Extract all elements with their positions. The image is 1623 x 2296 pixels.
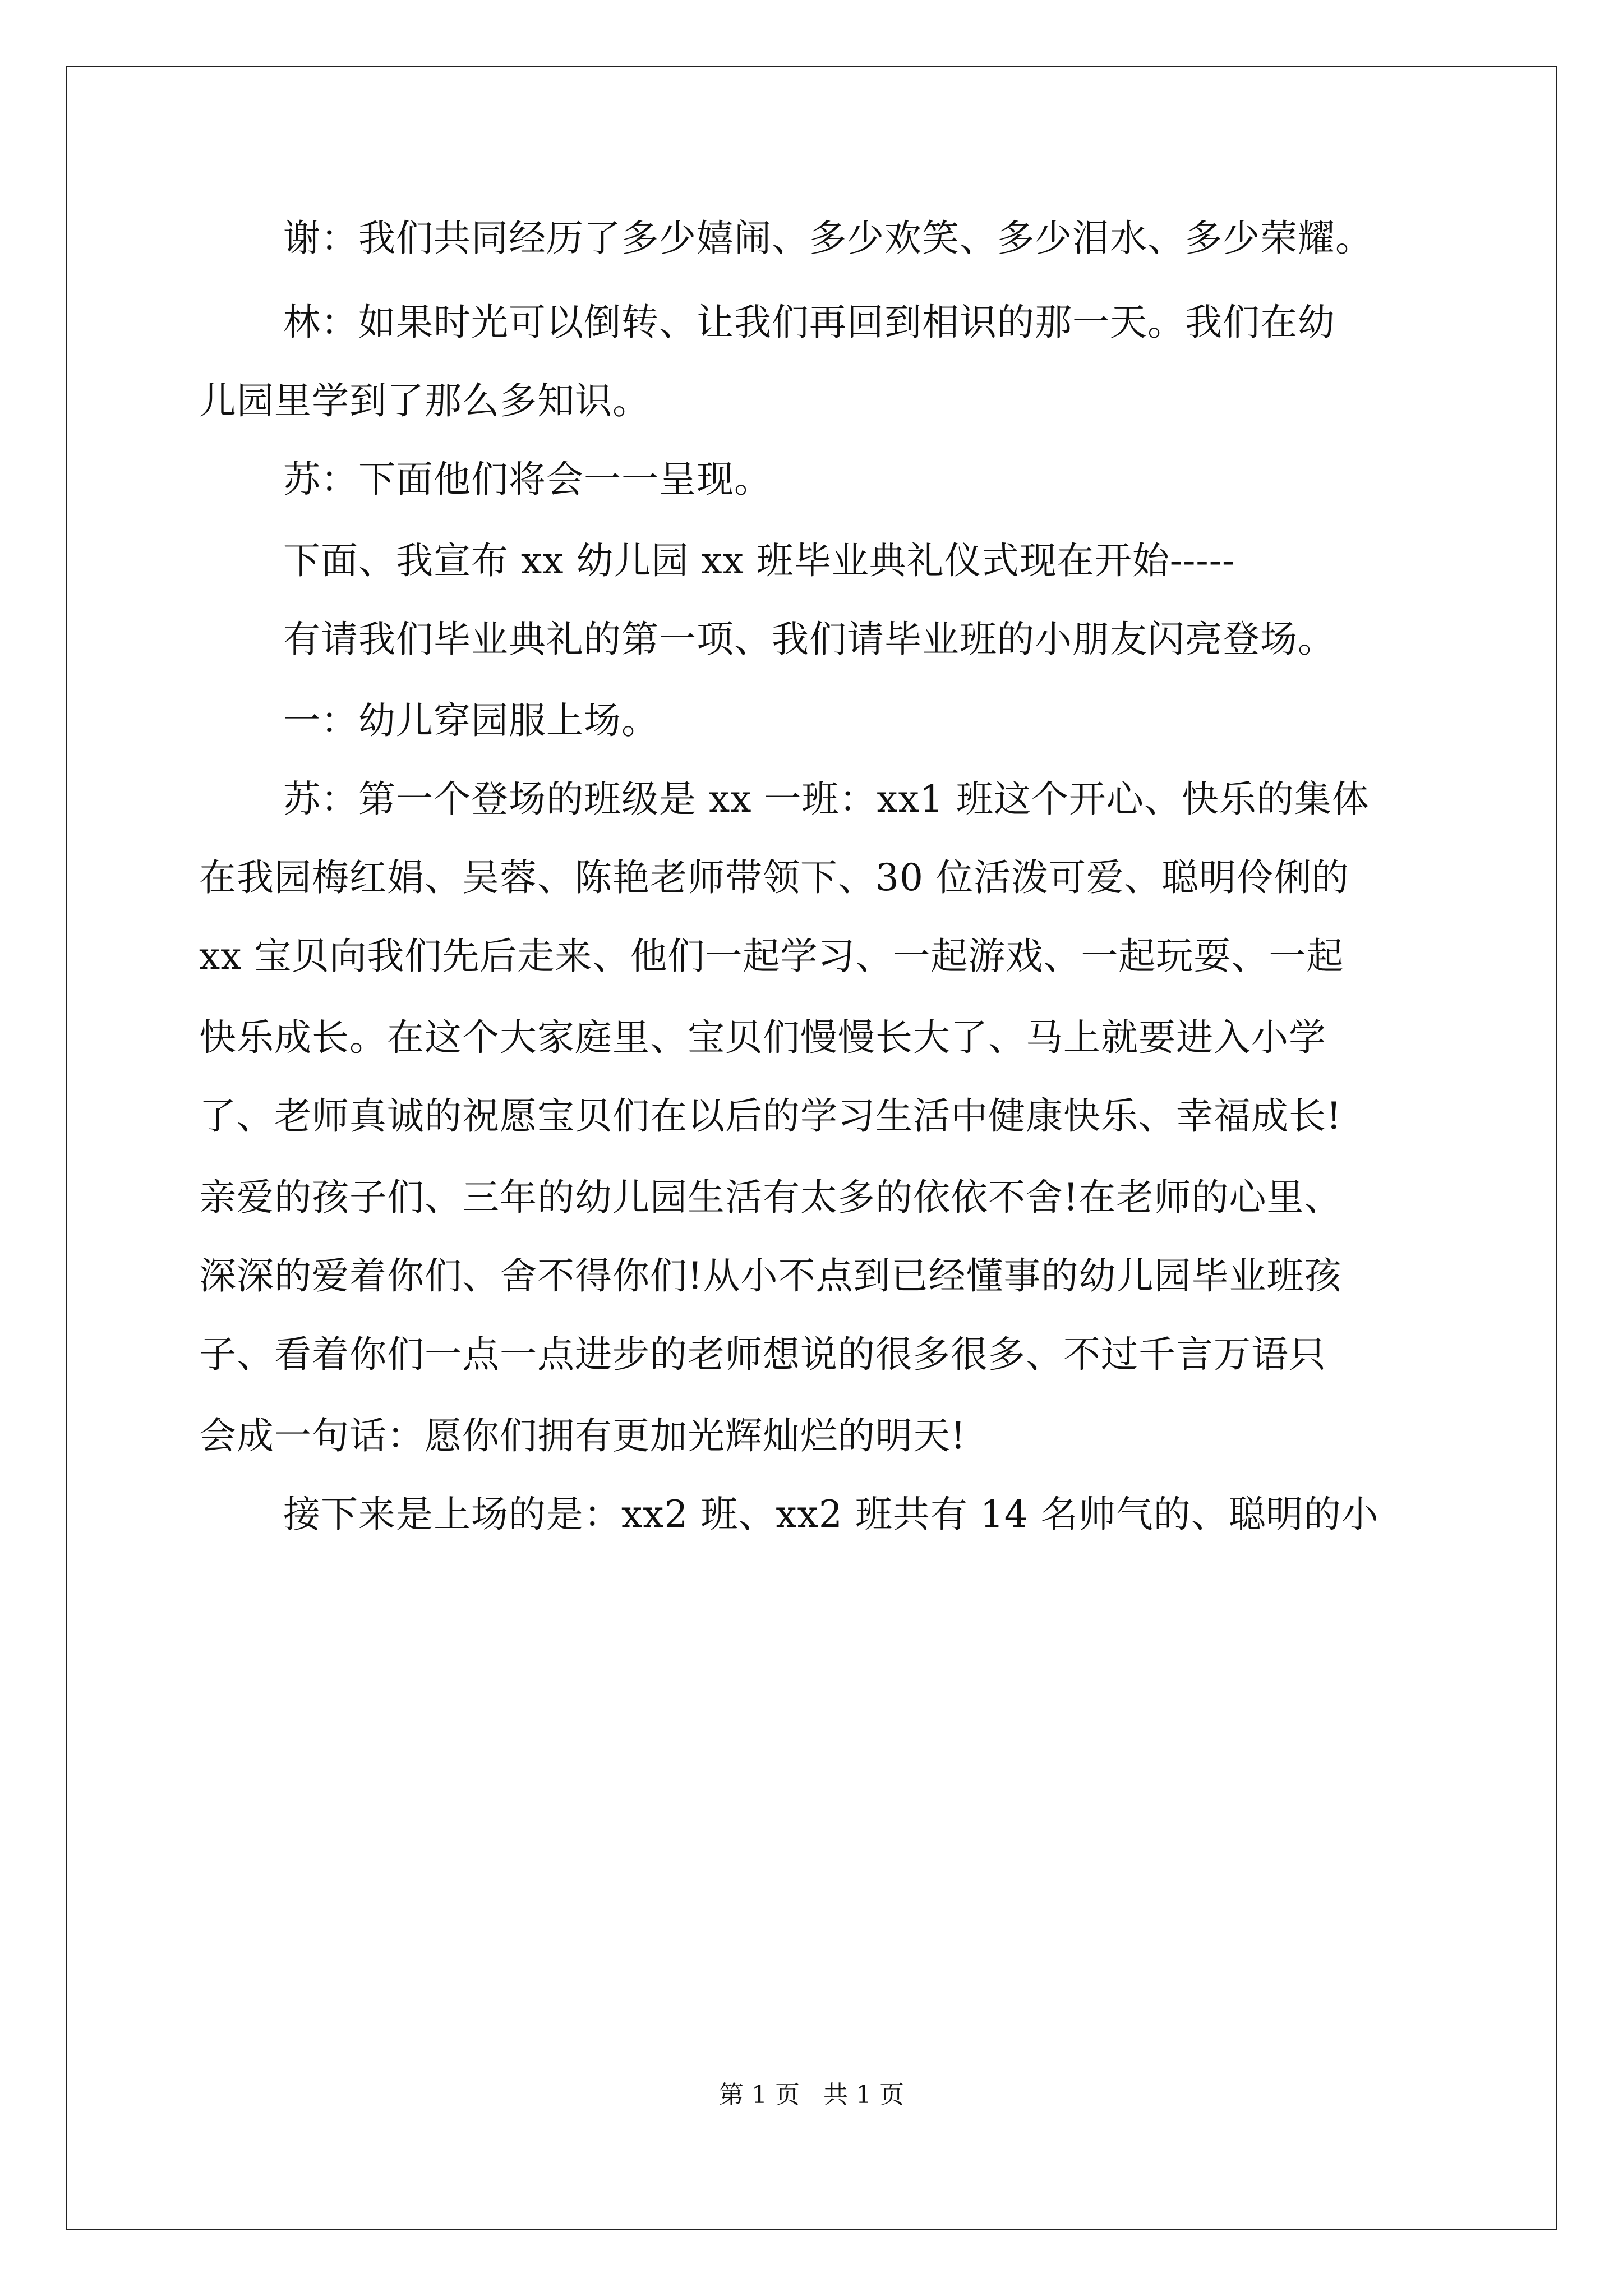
page-footer <box>0 2078 1623 2112</box>
paragraph-line: 谢：我们共同经历了多少嬉闹、多少欢笑、多少泪水、多少荣耀。 <box>283 217 1373 260</box>
paragraph-line: 有请我们毕业典礼的第一项、我们请毕业班的小朋友闪亮登场。 <box>283 618 1335 661</box>
paragraph-line: 子、看着你们一点一点进步的老师想说的很多很多、不过千言万语只 <box>199 1333 1326 1376</box>
paragraph-line: 了、老师真诚的祝愿宝贝们在以后的学习生活中健康快乐、幸福成长! <box>199 1094 1342 1138</box>
paragraph-line: 一：幼儿穿园服上场。 <box>283 699 659 742</box>
paragraph-line: 亲爱的孩子们、三年的幼儿园生活有太多的依依不舍!在老师的心里、 <box>199 1176 1342 1219</box>
paragraph-line: 接下来是上场的是：xx2 班、xx2 班共有 14 名帅气的、聪明的小 <box>283 1493 1379 1536</box>
paragraph-line: 林：如果时光可以倒转、让我们再回到相识的那一天。我们在幼 <box>283 301 1335 344</box>
paragraph-line: 苏：下面他们将会一一呈现。 <box>283 458 772 501</box>
paragraph-line: 苏：第一个登场的班级是 xx 一班：xx1 班这个开心、快乐的集体 <box>283 777 1370 821</box>
paragraph-line: xx 宝贝向我们先后走来、他们一起学习、一起游戏、一起玩耍、一起 <box>199 935 1344 978</box>
paragraph-line: 深深的爱着你们、舍不得你们!从小不点到已经懂事的幼儿园毕业班孩 <box>199 1254 1342 1297</box>
paragraph-line: 会成一句话：愿你们拥有更加光辉灿烂的明天! <box>199 1414 966 1457</box>
paragraph-line: 儿园里学到了那么多知识。 <box>199 379 650 422</box>
page-number: 第 1 页 <box>719 2081 800 2109</box>
total-pages: 共 1 页 <box>823 2081 904 2109</box>
paragraph-line: 在我园梅红娟、吴蓉、陈艳老师带领下、30 位活泼可爱、聪明伶俐的 <box>199 856 1349 899</box>
paragraph-line: 下面、我宣布 xx 幼儿园 xx 班毕业典礼仪式现在开始----- <box>283 539 1235 582</box>
paragraph-line: 快乐成长。在这个大家庭里、宝贝们慢慢长大了、马上就要进入小学 <box>199 1016 1326 1059</box>
